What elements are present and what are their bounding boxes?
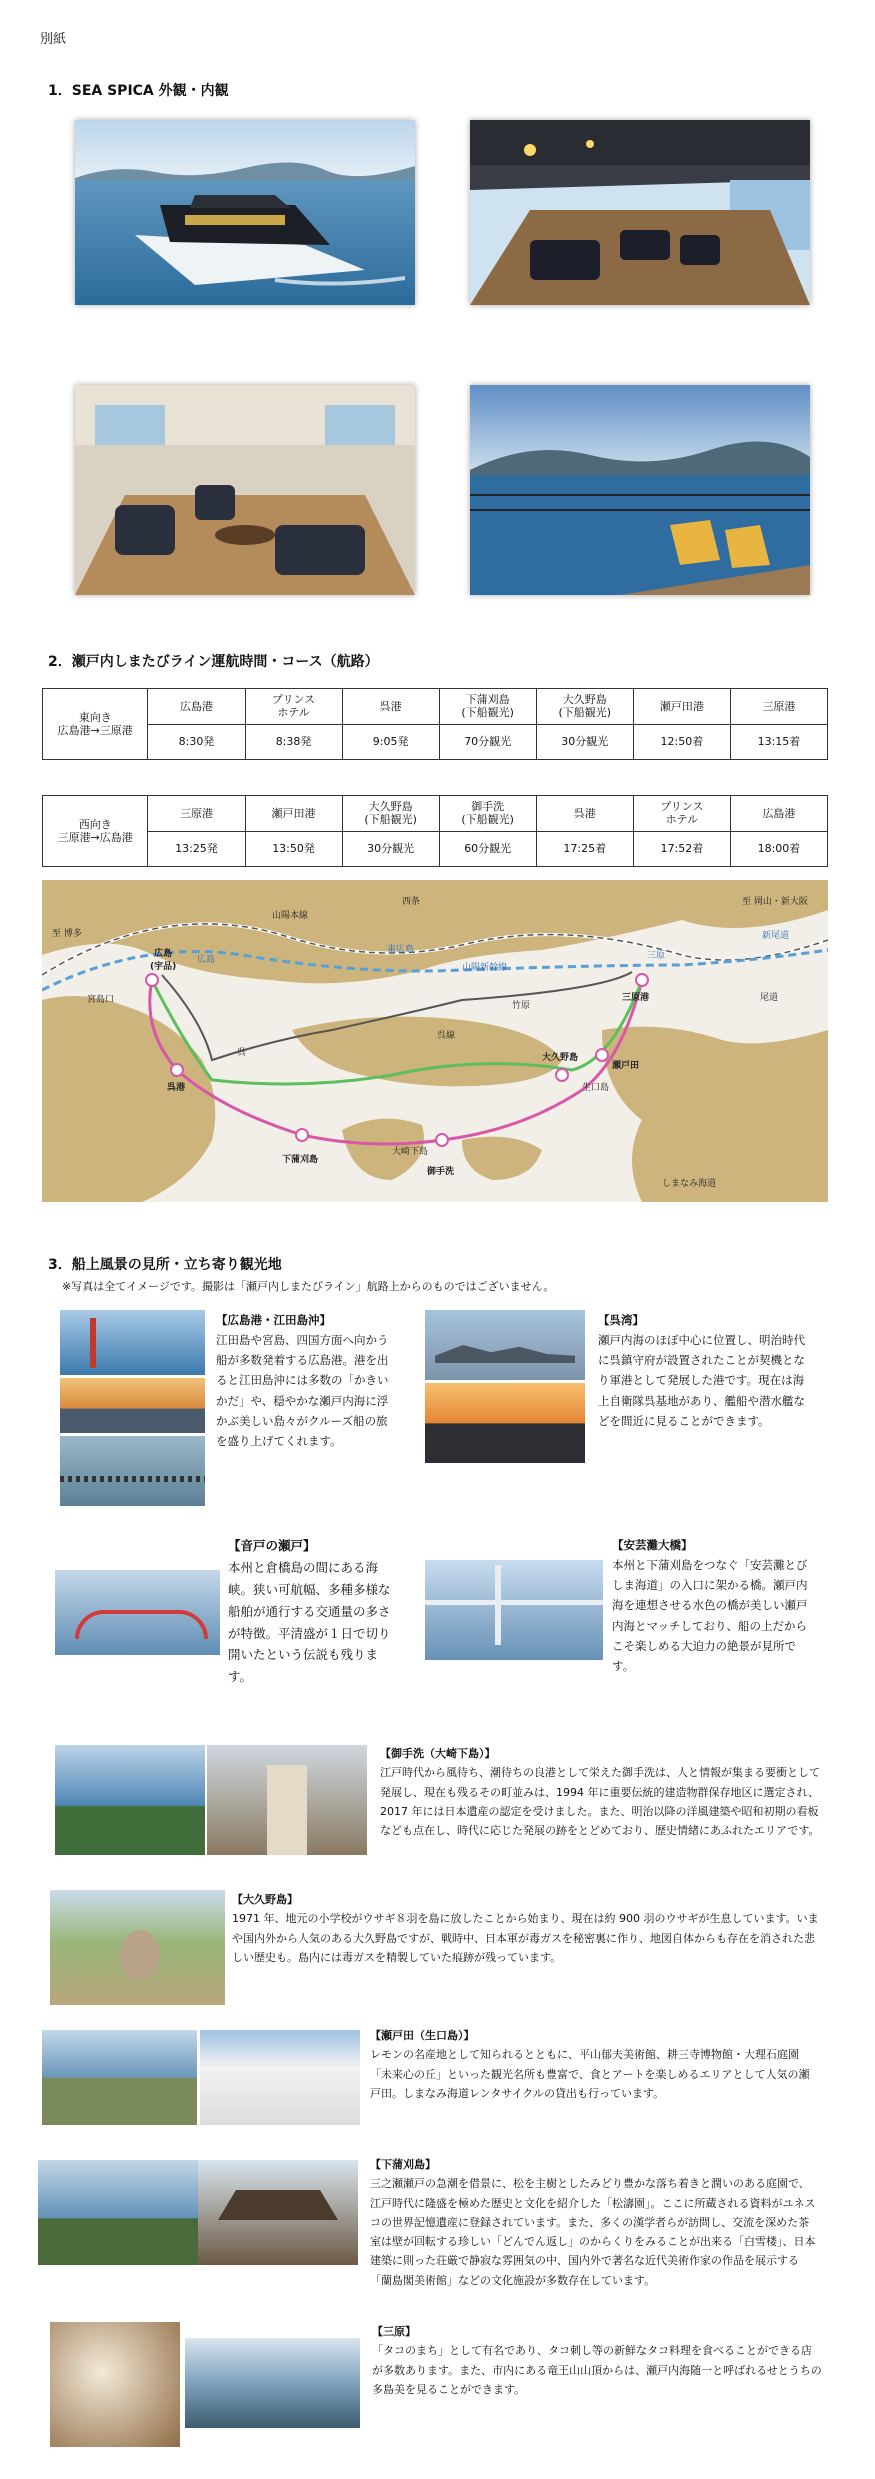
eastbound-time: 9:05発 bbox=[342, 724, 439, 760]
map-label-mitarai: 御手洗 bbox=[427, 1167, 455, 1177]
westbound-timetable bbox=[42, 795, 828, 867]
map-label-okunoshima: 大久野島 bbox=[542, 1053, 579, 1063]
westbound-port: 広島港 bbox=[730, 796, 827, 832]
map-label-saijo: 西条 bbox=[402, 897, 421, 907]
eastbound-time: 8:30発 bbox=[148, 724, 245, 760]
spot-mitarai bbox=[380, 1744, 820, 1840]
spot-okunoshima-body: 1971 年、地元の小学校がウサギ８羽を島に放したことから始まり、現在は約 900 羽のウサギが生息しています。いまや国内外から人気のある大久野島ですが、戦時中、日本軍が毒ガスを秘密裏に作り、地図自体からも存在を消された悲しい歴史も。島内には毒ガスを精製していた痕跡が残っています。 bbox=[232, 1912, 819, 1964]
spot-kure-body: 瀬戸内海のほぼ中心に位置し、明治時代に呉鎮守府が設置されたことが契機となり軍港として発展した港です。現在は海上自衛隊呉基地があり、艦船や潜水艦などを間近に見ることができます。 bbox=[598, 1333, 805, 1428]
eastbound-port: 大久野島 (下船観光) bbox=[536, 689, 633, 725]
octopus-dish-photo bbox=[50, 2322, 180, 2447]
spot-kure-title: 【呉湾】 bbox=[598, 1313, 644, 1327]
westbound-time: 13:25発 bbox=[148, 831, 245, 867]
westbound-direction-2: 三原港→広島港 bbox=[57, 831, 133, 844]
sunset-photo bbox=[60, 1378, 205, 1433]
shimokamagari-garden-photo bbox=[198, 2160, 358, 2265]
westbound-time: 60分観光 bbox=[439, 831, 536, 867]
spot-akinada bbox=[612, 1535, 817, 1676]
spot-ondo-title: 【音戸の瀬戸】 bbox=[228, 1538, 316, 1553]
map-label-sanyo-line: 山陽本線 bbox=[272, 911, 309, 921]
eastbound-port: 広島港 bbox=[148, 689, 245, 725]
westbound-time: 18:00着 bbox=[730, 831, 827, 867]
spot-setoda-body: レモンの名産地として知られるとともに、平山郁夫美術館、耕三寺博物館・大理石庭園「未来心の丘」といった観光名所も豊富で、食とアートを楽しめるエリアとして人気の瀬戸田。しまなみ海道レンタサイクルの貸出も行っています。 bbox=[370, 2048, 810, 2100]
map-label-miyajima: 宮島口 bbox=[87, 995, 115, 1005]
map-label-hiroshima-station: 広島 bbox=[197, 955, 216, 965]
westbound-port: 大久野島 (下船観光) bbox=[342, 796, 439, 832]
spot-akinada-title: 【安芸灘大橋】 bbox=[612, 1538, 693, 1552]
section1-title: 1．SEA SPICA 外観・内観 bbox=[48, 83, 229, 99]
spot-mitarai-body: 江戸時代から風待ち、潮待ちの良港として栄えた御手洗は、人と情報が集まる要衝として発展し、現在も残るその町並みは、1994 年に重要伝統的建造物群保存地区に選定され、2017 年には日本遺産の認定を受けました。また、明治以降の洋風建築や昭和初期の看板なども点在し、時代に応じた発展の跡をとどめており、歴史情緒にあふれたエリアです。 bbox=[380, 1766, 820, 1837]
eastbound-time: 8:38発 bbox=[245, 724, 342, 760]
map-label-kure-line: 呉線 bbox=[437, 1031, 456, 1041]
oyster-rafts-photo bbox=[60, 1436, 205, 1506]
eastbound-direction-1: 東向き bbox=[78, 710, 112, 724]
eastbound-timetable bbox=[42, 688, 828, 760]
map-label-osakishimojima: 大崎下島 bbox=[392, 1147, 429, 1157]
map-label-sanyo-shinkansen: 山陽新幹線 bbox=[462, 963, 508, 973]
mitarai-street-photo bbox=[207, 1745, 367, 1855]
map-label-setoda: 瀬戸田 bbox=[612, 1061, 640, 1071]
westbound-time: 30分観光 bbox=[342, 831, 439, 867]
spot-shimokamagari bbox=[370, 2155, 820, 2290]
spot-mihara-body: 「タコのまち」として有名であり、タコ刺し等の新鮮なタコ料理を食べることができる店が多数あります。また、市内にある竜王山山頂からは、瀬戸内海随一と呼ばれるせとうちの多島美を見ることができます。 bbox=[372, 2344, 822, 2396]
section2-title: 2．瀬戸内しまたびライン運航時間・コース（航路） bbox=[48, 654, 379, 670]
eastbound-port: 瀬戸田港 bbox=[633, 689, 730, 725]
westbound-port: プリンス ホテル bbox=[633, 796, 730, 832]
eastbound-port: プリンス ホテル bbox=[245, 689, 342, 725]
westbound-port: 呉港 bbox=[536, 796, 633, 832]
mihara-islands-photo bbox=[185, 2338, 360, 2428]
westbound-direction-cell bbox=[43, 796, 148, 867]
setoda-marble-garden-photo bbox=[200, 2030, 360, 2125]
section3-note: ※写真は全てイメージです。撮影は「瀬戸内しまたびライン」航路上からのものではございません。 bbox=[62, 1280, 555, 1293]
westbound-direction-1: 西向き bbox=[78, 817, 112, 831]
spot-hiroshima-body: 江田島や宮島、四国方面へ向かう船が多数発着する広島港。港を出ると江田島沖には多数の「かきいかだ」や、穏やかな瀬戸内海に浮かぶ美しい島々がクルーズ船の旅を盛り上げてくれます。 bbox=[216, 1333, 389, 1448]
map-label-shimanami: しまなみ海道 bbox=[662, 1179, 717, 1189]
mitarai-harbor-photo bbox=[55, 1745, 205, 1855]
eastbound-direction-2: 広島港→三原港 bbox=[57, 724, 133, 737]
map-label-onomichi: 尾道 bbox=[760, 993, 779, 1003]
eastbound-time: 13:15着 bbox=[730, 724, 827, 760]
okunoshima-rabbit-photo bbox=[50, 1890, 225, 2005]
deck-seating-photo bbox=[470, 385, 810, 595]
map-label-mihara-port: 三原港 bbox=[622, 993, 650, 1003]
spot-ondo-body: 本州と倉橋島の間にある海峡。狭い可航幅、多種多様な船舶が通行する交通量の多さが特徴。平清盛が１日で切り開いたという伝説も残ります。 bbox=[228, 1559, 391, 1685]
ship-exterior-photo bbox=[75, 120, 415, 305]
spot-mitarai-title: 【御手洗（大崎下島）】 bbox=[380, 1747, 496, 1760]
spot-hiroshima-title: 【広島港・江田島沖】 bbox=[216, 1313, 331, 1327]
kure-sunset-photo bbox=[425, 1383, 585, 1463]
deck-photo bbox=[470, 120, 810, 305]
eastbound-port: 呉港 bbox=[342, 689, 439, 725]
spot-hiroshima bbox=[216, 1310, 396, 1451]
map-label-higashihiroshima: 東広島 bbox=[387, 945, 415, 955]
doc-tag: 別紙 bbox=[40, 32, 67, 47]
map-label-shimokamagari: 下蒲刈島 bbox=[282, 1155, 319, 1165]
spot-shimokamagari-body: 三之瀬瀬戸の急潮を借景に、松を主樹としたみどり豊かな落ち着きと潤いのある庭園で、江戸時代に隆盛を極めた歴史と文化を紹介した「松濤園」。ここに所蔵される資料がユネスコの世界記憶遺産に登録されています。また、多くの漢学者らが訪問し、交流を深めた茶室は壁が回転する珍しい「どんでん返し」のからくりをみることが出来る「白雪楼」、日本建築に則った荘厳で静寂な雰囲気の中、国内外で著名な近代美術作家の作品を展示する「蘭島閣美術館」などの文化施設が多数存在しています。 bbox=[370, 2177, 816, 2287]
hiroshima-port-photo bbox=[60, 1310, 205, 1375]
spot-kure bbox=[598, 1310, 813, 1431]
westbound-time: 13:50発 bbox=[245, 831, 342, 867]
westbound-port: 三原港 bbox=[148, 796, 245, 832]
spot-ondo bbox=[228, 1535, 398, 1688]
spot-setoda bbox=[370, 2026, 820, 2103]
section3-title: 3．船上風景の見所・立ち寄り観光地 bbox=[48, 1257, 282, 1273]
westbound-time: 17:52着 bbox=[633, 831, 730, 867]
ondo-bridge-photo bbox=[55, 1570, 220, 1655]
cabin-interior-photo bbox=[75, 385, 415, 595]
spot-mihara bbox=[372, 2322, 822, 2399]
map-label-kure: 呉 bbox=[237, 1048, 247, 1058]
map-label-mihara: 三原 bbox=[647, 951, 666, 961]
westbound-time: 17:25着 bbox=[536, 831, 633, 867]
map-label-hiroshima-ujina: 広島 (宇品) bbox=[150, 949, 177, 972]
eastbound-time: 70分観光 bbox=[439, 724, 536, 760]
map-label-hakata: 至 博多 bbox=[52, 929, 82, 939]
map-label-takehara: 竹原 bbox=[512, 1001, 531, 1011]
map-label-okayama: 至 岡山・新大阪 bbox=[742, 897, 808, 907]
kure-warships-photo bbox=[425, 1310, 585, 1380]
map-label-kure-port: 呉港 bbox=[167, 1083, 186, 1093]
akinada-bridge-photo bbox=[425, 1560, 603, 1660]
spot-okunoshima-title: 【大久野島】 bbox=[232, 1893, 298, 1906]
setoda-coast-photo bbox=[42, 2030, 197, 2125]
shimokamagari-coast-photo bbox=[38, 2160, 198, 2265]
map-label-shin-onomichi: 新尾道 bbox=[762, 931, 790, 941]
eastbound-time: 30分観光 bbox=[536, 724, 633, 760]
westbound-port: 瀬戸田港 bbox=[245, 796, 342, 832]
eastbound-time: 12:50着 bbox=[633, 724, 730, 760]
eastbound-port: 下蒲刈島 (下船観光) bbox=[439, 689, 536, 725]
route-map bbox=[42, 880, 828, 1202]
eastbound-port: 三原港 bbox=[730, 689, 827, 725]
spot-shimokamagari-title: 【下蒲刈島】 bbox=[370, 2158, 436, 2171]
spot-mihara-title: 【三原】 bbox=[372, 2325, 416, 2338]
map-label-ikuchijima: 生口島 bbox=[582, 1083, 610, 1093]
spot-akinada-body: 本州と下蒲刈島をつなぐ「安芸灘とびしま海道」の入口に架かる橋。瀬戸内海を連想させる水色の橋が美しい瀬戸内海とマッチしており、船の上だからこそ楽しめる大迫力の絶景が見所です。 bbox=[612, 1558, 808, 1673]
spot-setoda-title: 【瀬戸田（生口島）】 bbox=[370, 2029, 475, 2042]
spot-okunoshima bbox=[232, 1890, 822, 1967]
eastbound-direction-cell bbox=[43, 689, 148, 760]
westbound-port: 御手洗 (下船観光) bbox=[439, 796, 536, 832]
